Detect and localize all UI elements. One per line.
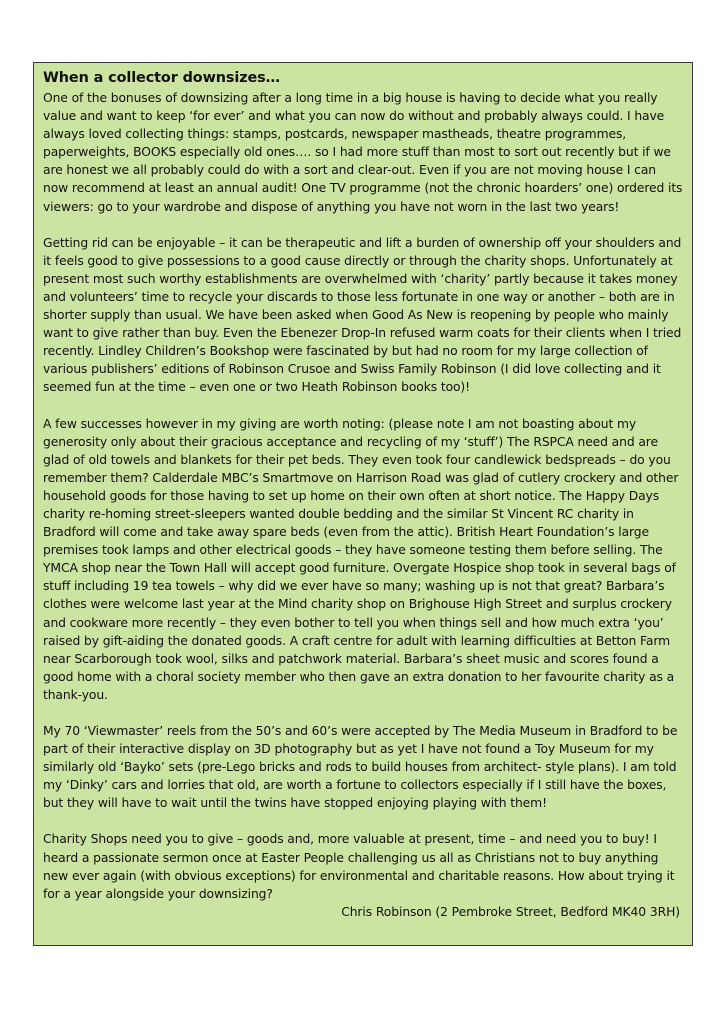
article-paragraph-2: Getting rid can be enjoyable – it can be therapeutic and lift a burden of ownership off your shoulders and it feels good to give possessions to a good cause directly or through the charity shops. Unfortunately at present most such worthy establishments are overwhelmed with ‘charity’ partly because it takes money and volunteers’ time to recycle your discards to those less fortunate in one way or another – both are in shorter supply than usual. We have been asked when Good As New is reopening by people who mainly want to give rather than buy. Even the Ebenezer Drop-In refused warm coats for their clients when I tried recently. Lindley Children’s Bookshop were fascinated by but had no room for my large collection of various publishers’ editions of Robinson Crusoe and Swiss Family Robinson (I did love collecting and it seemed fun at the time – even one or two Heath Robinson books too)! (43, 235, 682, 395)
article-paragraph-4: My 70 ‘Viewmaster’ reels from the 50’s and 60’s were accepted by The Media Museum in Bradford to be part of their interactive display on 3D photography but as yet I have not found a Toy Museum for my similarly old ‘Bayko’ sets (pre-Lego bricks and rods to build houses from architect- style plans). I am told my ‘Dinky’ cars and lorries that old, are worth a fortune to collectors especially if I still have the boxes, but they will have to wait until the twins have stopped enjoying playing with them! (43, 724, 678, 811)
article-box (33, 62, 693, 946)
article-paragraph-1: One of the bonuses of downsizing after a long time in a big house is having to decide what you really value and want to keep ‘for ever’ and what you can now do without and probably always could. I have always loved collecting things: stamps, postcards, newspaper mastheads, theatre programmes, paperweights, BOOKS especially old ones…. so I had more stuff than most to sort out recently but if we are honest we all probably could do with a sort and clear-out. Even if you are not moving house I can now recommend at least an annual audit! One TV programme (not the chronic hoarders’ one) ordered its viewers: go to your wardrobe and dispose of anything you have not worn in the last two years! (43, 91, 683, 214)
article-paragraph-5: Charity Shops need you to give – goods and, more valuable at present, time – and need you to buy! I heard a passionate sermon once at Easter People challenging us all as Christians not to buy anything new ever again (with obvious exceptions) for environmental and charitable reasons. How about trying it for a year alongside your downsizing? (43, 832, 675, 901)
author-signature: Chris Robinson (2 Pembroke Street, Bedford MK40 3RH) (341, 904, 680, 919)
article-paragraph-3: A few successes however in my giving are worth noting: (please note I am not boasting about my generosity only about their gracious acceptance and recycling of my ‘stuff’) The RSPCA need and are glad of old towels and blankets for their pet beds. They even took four candlewick bedspreads – do you remember them? Calderdale MBC’s Smartmove on Harrison Road was glad of cutlery crockery and other household goods for those having to set up home on their own often at short notice. The Happy Days charity re-homing street-sleepers wanted double bedding and the similar St Vincent RC charity in Bradford will come and take away spare beds (even from the attic). British Heart Foundation’s large premises took lamps and other electrical goods – they have someone testing them before selling. The YMCA shop near the Town Hall will accept good furniture. Overgate Hospice shop took in several bags of stuff including 19 tea towels – why did we ever have so many; washing up is not that great? Barbara’s clothes were welcome last year at the Mind charity shop on Brighouse High Street and surplus crockery and cookware more recently – they even bother to tell you when things sell and how much extra ‘you’ raised by gift-aiding the donated goods. A craft centre for adult with learning difficulties at Betton Farm near Scarborough took wool, silks and patchwork material. Barbara’s sheet music and scores found a good home with a choral society member who then gave an extra donation to her favourite charity as a thank-you. (43, 416, 679, 702)
article-title: When a collector downsizes… (43, 70, 280, 86)
